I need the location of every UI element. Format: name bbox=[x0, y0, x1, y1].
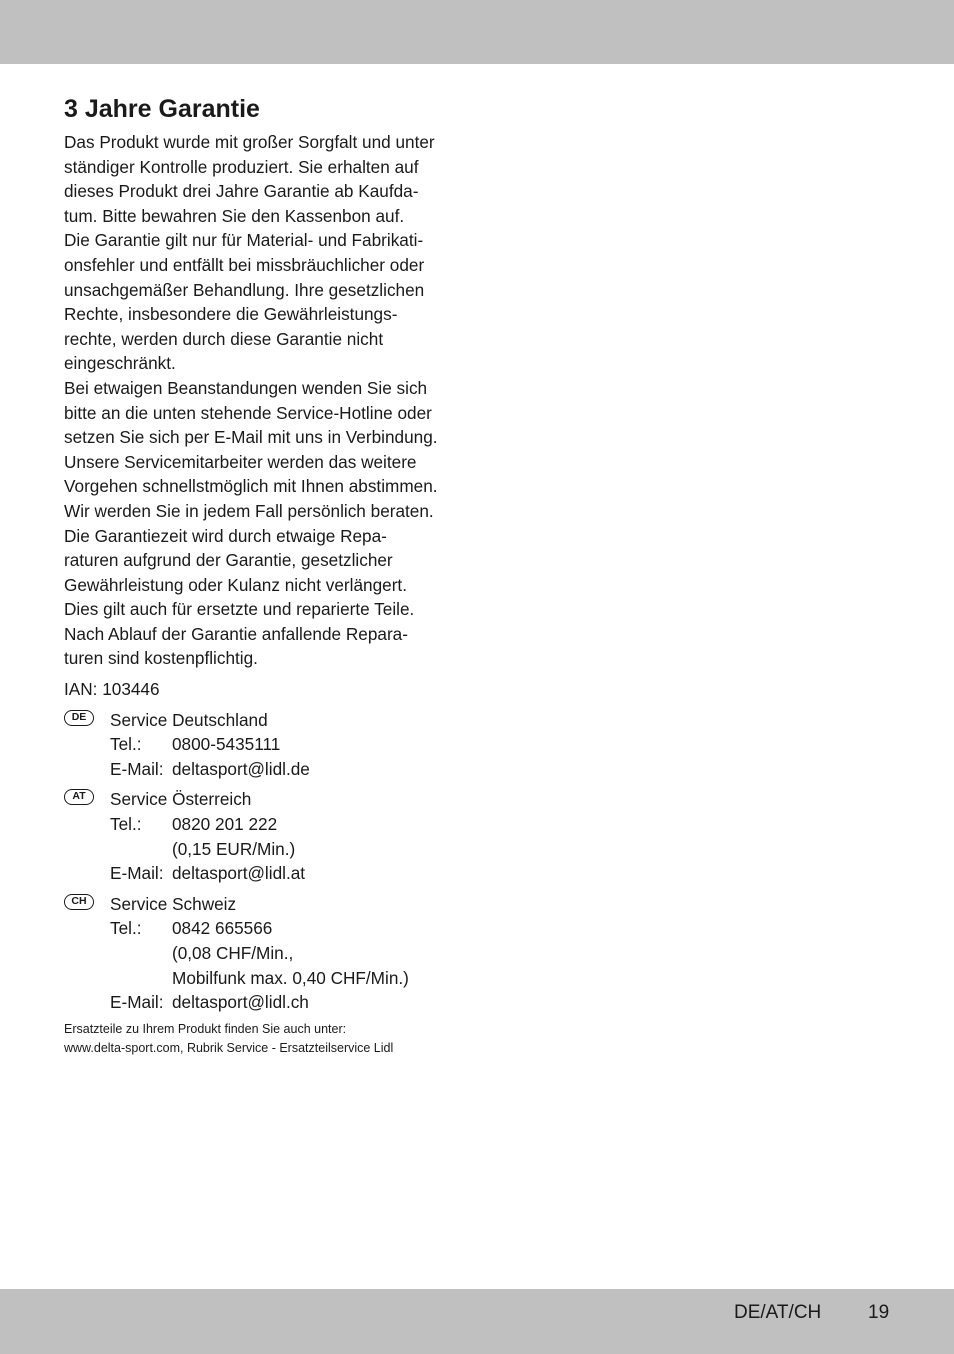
header-band bbox=[0, 0, 954, 64]
phone-number: 0842 665566 bbox=[172, 918, 273, 939]
ian-number: IAN: 103446 bbox=[64, 679, 160, 700]
service-title: Service Schweiz bbox=[110, 893, 237, 914]
body-line: dieses Produkt drei Jahre Garantie ab Kaufda- bbox=[64, 181, 419, 202]
body-line: onsfehler und entfällt bei missbräuchlicher oder bbox=[64, 254, 425, 275]
body-line: eingeschränkt. bbox=[64, 353, 176, 374]
footer-region: DE/AT/CH bbox=[734, 1302, 822, 1323]
page-title: 3 Jahre Garantie bbox=[64, 95, 260, 123]
warranty-section bbox=[64, 92, 464, 1058]
body-line: Das Produkt wurde mit großer Sorgfalt und unter bbox=[64, 132, 435, 152]
email-label: E-Mail: bbox=[110, 758, 164, 779]
note-line: Ersatzteile zu Ihrem Produkt finden Sie auch unter: bbox=[64, 1021, 347, 1036]
email-address: deltasport@lidl.at bbox=[172, 863, 306, 884]
warranty-text bbox=[64, 130, 464, 671]
body-line: Unsere Servicemitarbeiter werden das weitere bbox=[64, 451, 417, 472]
phone-number: 0800-5435111 bbox=[172, 734, 281, 755]
page-number: 19 bbox=[868, 1302, 890, 1323]
service-austria bbox=[64, 787, 464, 885]
body-line: Nach Ablauf der Garantie anfallende Repara- bbox=[64, 623, 408, 644]
phone-rate: (0,15 EUR/Min.) bbox=[172, 838, 296, 859]
body-line: Bei etwaigen Beanstandungen wenden Sie sich bbox=[64, 377, 428, 398]
body-line: bitte an die unten stehende Service-Hotline oder bbox=[64, 402, 432, 423]
phone-number: 0820 201 222 bbox=[172, 814, 278, 835]
service-germany bbox=[64, 708, 464, 782]
body-line: ständiger Kontrolle produziert. Sie erhalten auf bbox=[64, 156, 419, 177]
service-switzerland bbox=[64, 892, 464, 1015]
body-line: Rechte, insbesondere die Gewährleistungs- bbox=[64, 304, 398, 325]
body-line: Die Garantie gilt nur für Material- und Fabrikati- bbox=[64, 230, 424, 251]
body-line: Wir werden Sie in jedem Fall persönlich beraten. bbox=[64, 500, 434, 521]
body-line: setzen Sie sich per E-Mail mit uns in Verbindung. bbox=[64, 427, 438, 448]
note-line: www.delta-sport.com, Rubrik Service - Ersatzteilservice Lidl bbox=[64, 1040, 394, 1055]
ch-flag-icon: CH bbox=[64, 894, 94, 910]
body-line: unsachgemäßer Behandlung. Ihre gesetzlichen bbox=[64, 279, 425, 300]
phone-rate: (0,08 CHF/Min., bbox=[172, 943, 294, 963]
body-line: Die Garantiezeit wird durch etwaige Repa- bbox=[64, 525, 387, 546]
tel-label: Tel.: bbox=[110, 734, 142, 755]
email-label: E-Mail: bbox=[110, 992, 164, 1013]
service-title: Service Österreich bbox=[110, 789, 252, 810]
body-line: Dies gilt auch für ersetzte und reparierte Teile. bbox=[64, 599, 415, 620]
spare-parts-note bbox=[64, 1020, 464, 1058]
de-flag-icon: DE bbox=[64, 710, 94, 726]
service-title: Service Deutschland bbox=[110, 709, 268, 730]
body-line: raturen aufgrund der Garantie, gesetzlicher bbox=[64, 550, 393, 571]
body-line: tum. Bitte bewahren Sie den Kassenbon auf. bbox=[64, 205, 405, 226]
tel-label: Tel.: bbox=[110, 814, 142, 835]
body-line: Vorgehen schnellstmöglich mit Ihnen abstimmen. bbox=[64, 476, 438, 497]
email-address: deltasport@lidl.de bbox=[172, 758, 310, 779]
body-line: Gewährleistung oder Kulanz nicht verlängert. bbox=[64, 574, 407, 595]
phone-rate: Mobilfunk max. 0,40 CHF/Min.) bbox=[172, 967, 409, 988]
body-line: rechte, werden durch diese Garantie nicht bbox=[64, 328, 384, 349]
email-address: deltasport@lidl.ch bbox=[172, 992, 309, 1013]
at-flag-icon: AT bbox=[64, 789, 94, 805]
body-line: turen sind kostenpflichtig. bbox=[64, 648, 258, 669]
tel-label: Tel.: bbox=[110, 918, 142, 939]
email-label: E-Mail: bbox=[110, 863, 164, 884]
